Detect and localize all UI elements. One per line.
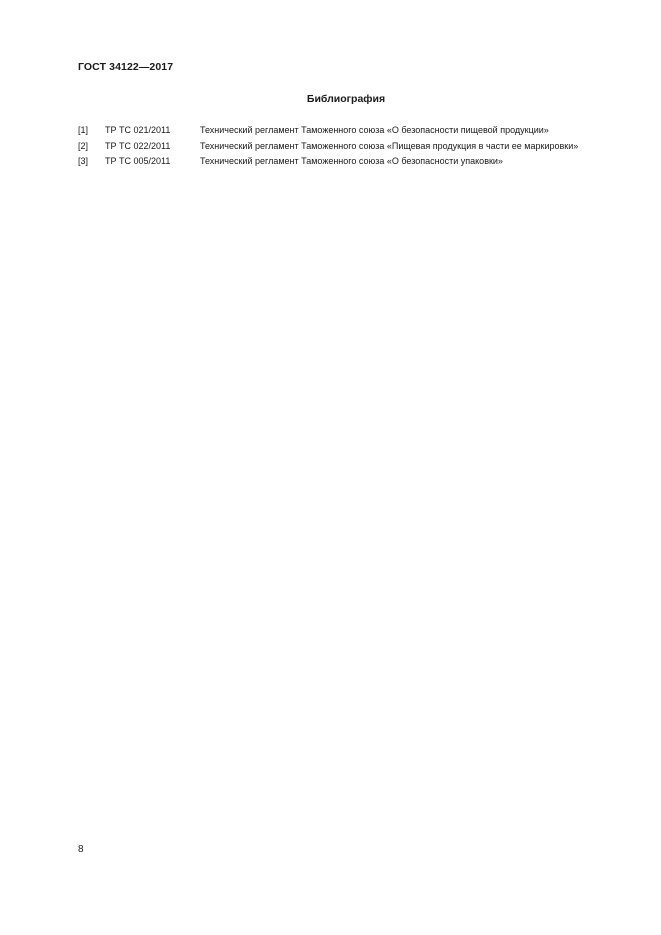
bibliography-list bbox=[78, 123, 638, 170]
bibliography-item-number: [2] bbox=[78, 140, 89, 151]
bibliography-item-title: Технический регламент Таможенного союза «О безопасности упаковки» bbox=[200, 156, 503, 166]
section-title: Библиография bbox=[306, 93, 386, 105]
bibliography-item-title: Технический регламент Таможенного союза «О безопасности пищевой продукции» bbox=[200, 125, 549, 135]
bibliography-item-code: ТР ТС 021/2011 bbox=[105, 125, 171, 135]
page-number: 8 bbox=[78, 844, 84, 855]
bibliography-item-title: Технический регламент Таможенного союза «Пищевая продукция в части ее маркировки» bbox=[200, 140, 579, 151]
bibliography-item-number: [1] bbox=[78, 125, 89, 135]
bibliography-item-code: ТР ТС 022/2011 bbox=[105, 140, 171, 151]
bibliography-item bbox=[78, 154, 638, 170]
bibliography-item-code: ТР ТС 005/2011 bbox=[105, 156, 171, 166]
bibliography-item-number: [3] bbox=[78, 156, 89, 166]
document-header: ГОСТ 34122—2017 bbox=[78, 61, 174, 73]
bibliography-item bbox=[78, 139, 638, 155]
bibliography-item bbox=[78, 123, 638, 139]
